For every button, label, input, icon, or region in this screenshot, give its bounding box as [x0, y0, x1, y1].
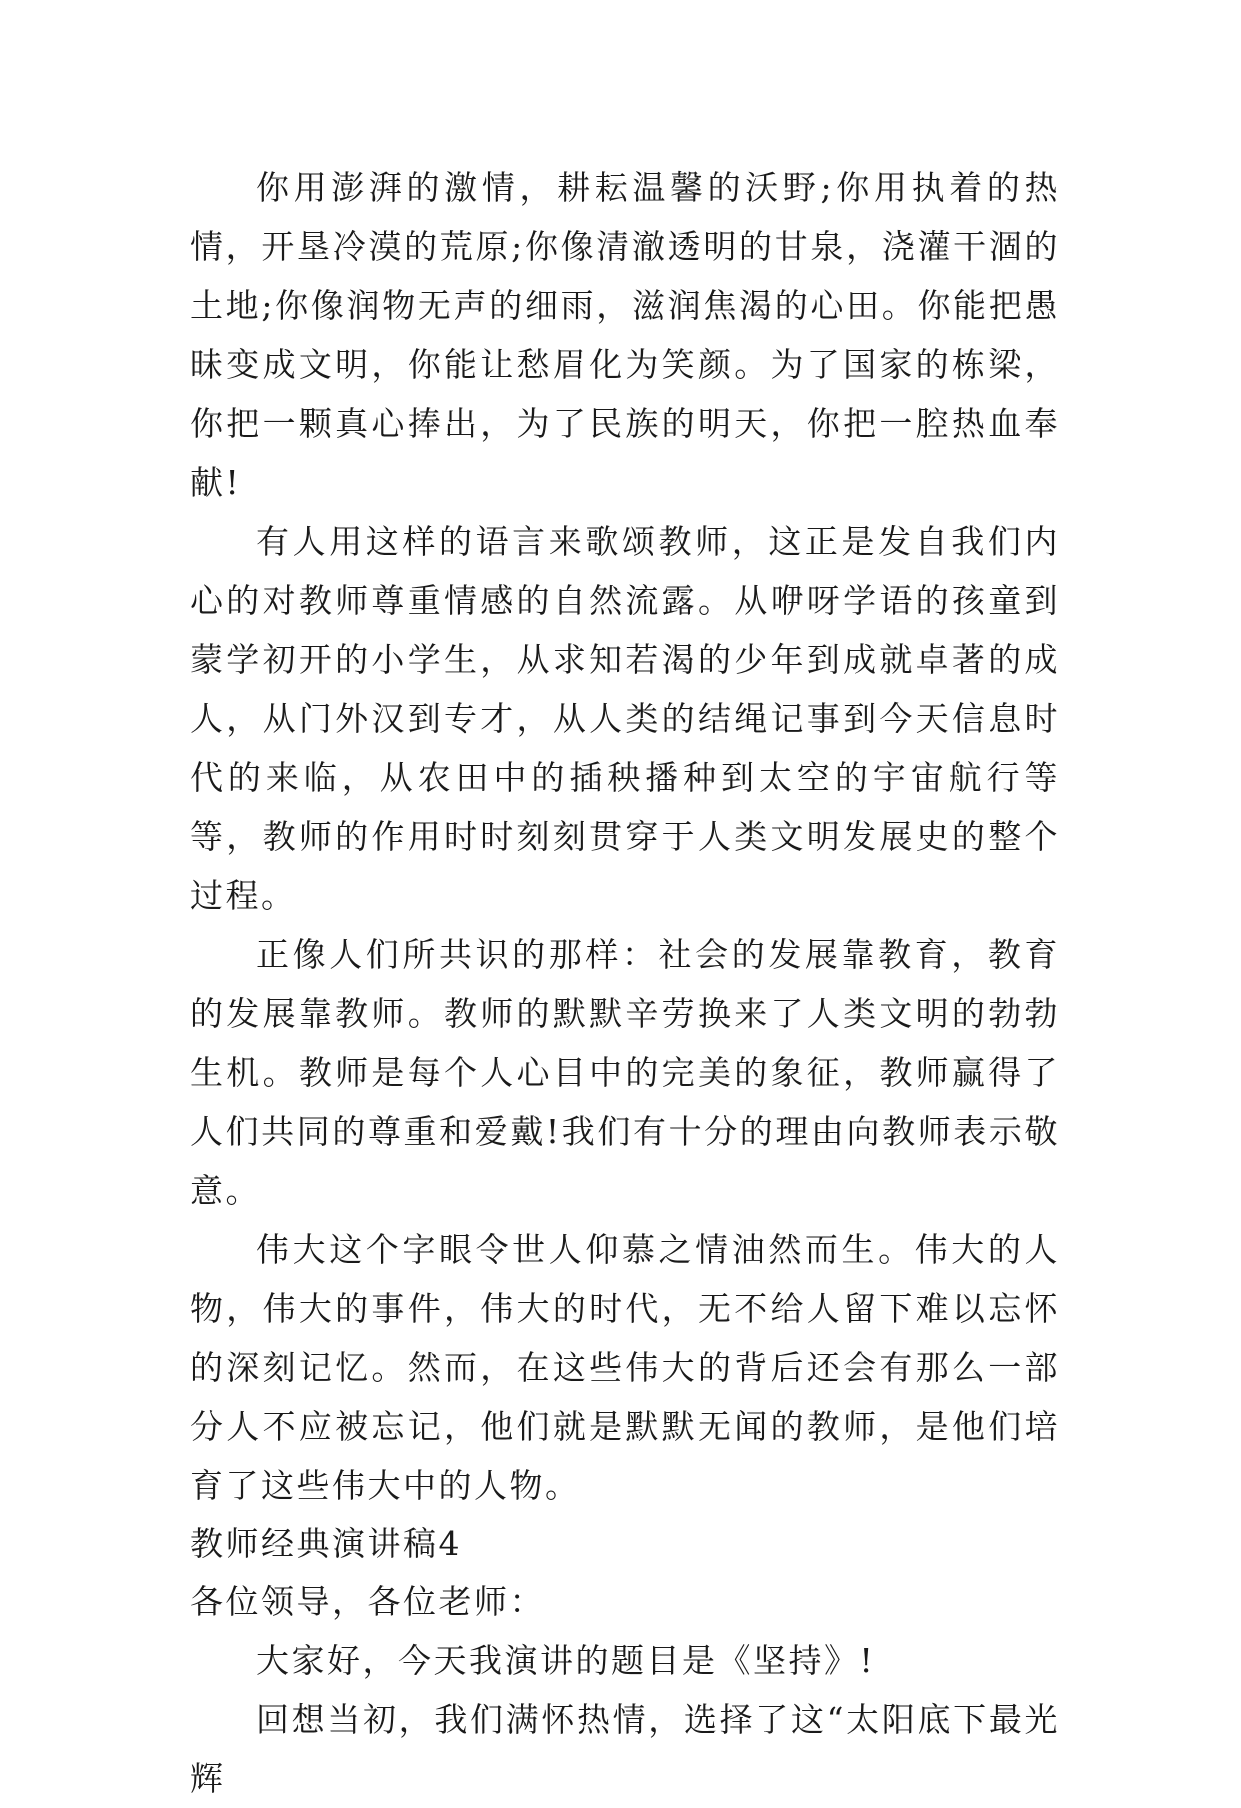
document-body [190, 158, 1060, 1808]
paragraph-2: 有人用这样的语言来歌颂教师，这正是发自我们内心的对教师尊重情感的自然流露。从咿呀学语的孩童到蒙学初开的小学生，从求知若渴的少年到成就卓著的成人，从门外汉到专才，从人类的结绳记事到今天信息时代的来临，从农田中的插秧播种到太空的宇宙航行等等，教师的作用时时刻刻贯穿于人类文明发展史的整个过程。 [190, 522, 1060, 915]
paragraph-1: 你用澎湃的激情，耕耘温馨的沃野;你用执着的热情，开垦冷漠的荒原;你像清澈透明的甘泉，浇灌干涸的土地;你像润物无声的细雨，滋润焦渴的心田。你能把愚昧变成文明，你能让愁眉化为笑颜。为了国家的栋梁，你把一颗真心捧出，为了民族的明天，你把一腔热血奉献! [190, 168, 1060, 502]
paragraph-4: 伟大这个字眼令世人仰慕之情油然而生。伟大的人物，伟大的事件，伟大的时代，无不给人留下难以忘怀的深刻记忆。然而，在这些伟大的背后还会有那么一部分人不应被忘记，他们就是默默无闻的教师，是他们培育了这些伟大中的人物。 [190, 1230, 1060, 1505]
last-paragraph: 回想当初，我们满怀热情，选择了这“太阳底下最光辉 [190, 1700, 1060, 1798]
paragraph-3: 正像人们所共识的那样：社会的发展靠教育，教育的发展靠教师。教师的默默辛劳换来了人类文明的勃勃生机。教师是每个人心目中的完美的象征，教师赢得了人们共同的尊重和爱戴!我们有十分的理由向教师表示敬意。 [190, 935, 1060, 1210]
salutation: 各位领导，各位老师： [190, 1582, 545, 1621]
section-title: 教师经典演讲稿4 [190, 1524, 462, 1563]
greeting-paragraph: 大家好，今天我演讲的题目是《坚持》! [256, 1641, 876, 1680]
